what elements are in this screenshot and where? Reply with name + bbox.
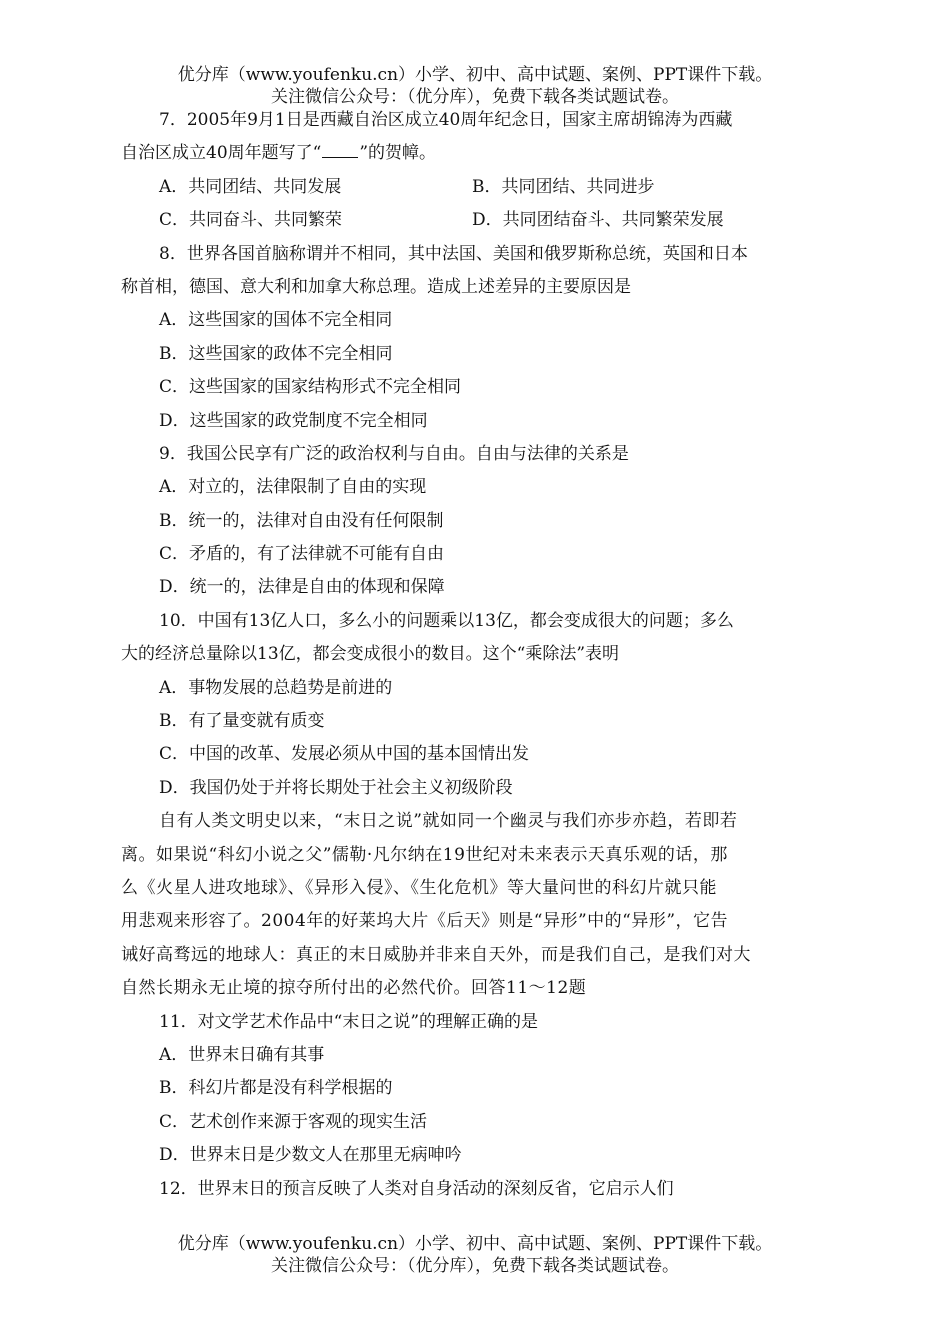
page-footer [0,1233,950,1277]
passage-line-2: 离。如果说“科幻小说之父”儒勒·凡尔纳在19世纪对未来表示天真乐观的话，那 [121,844,728,865]
q12-stem-line-1: 12．世界末日的预言反映了人类对自身活动的深刻反省，它启示人们 [159,1178,674,1199]
q9-option-a: A．对立的，法律限制了自由的实现 [159,477,427,498]
q10-option-b: B．有了量变就有质变 [159,711,325,732]
q11-stem-line-1: 11．对文学艺术作品中“末日之说”的理解正确的是 [159,1011,539,1032]
passage-line-4: 用悲观来形容了。2004年的好莱坞大片《后天》则是“异形”中的“异形”，它告 [121,911,729,932]
header-line-2: 关注微信公众号：（优分库），免费下载各类试题试卷。 [271,87,679,107]
q8-stem-line-1: 8．世界各国首脑称谓并不相同，其中法国、美国和俄罗斯称总统，英国和日本 [159,243,748,264]
q10-option-a: A．事物发展的总趋势是前进的 [159,677,393,698]
q7-stem-line-1: 7．2005年9月1日是西藏自治区成立40周年纪念日，国家主席胡锦涛为西藏 [159,110,733,130]
q10-stem-line-2: 大的经济总量除以13亿，都会变成很小的数目。这个“乘除法”表明 [121,644,620,665]
q9-option-b: B．统一的，法律对自由没有任何限制 [159,510,444,531]
footer-line-1: 优分库（www.youfenku.cn）小学、初中、高中试题、案例、PPT课件下载。 [177,1234,773,1254]
q11-option-d: D．世界末日是少数文人在那里无病呻吟 [159,1145,462,1166]
q7-options-row-2 [121,204,833,237]
q7-option-c: C．共同奋斗、共同繁荣 [159,210,343,231]
passage-line-3: 么《火星人进攻地球》、《异形入侵》、《生化危机》等大量问世的科幻片就只能 [121,877,717,898]
q8-option-a: A．这些国家的国体不完全相同 [159,310,393,331]
passage-line-5: 诫好高骛远的地球人：真正的末日威胁并非来自天外，而是我们自己，是我们对大 [121,944,751,965]
q9-option-c: C．矛盾的，有了法律就不可能有自由 [159,544,445,565]
q7-option-a: A．共同团结、共同发展 [159,176,342,197]
q11-option-b: B．科幻片都是没有科学根据的 [159,1078,393,1099]
q11-option-a: A．世界末日确有其事 [159,1044,325,1065]
q7-options-row-1 [121,171,833,204]
q8-option-d: D．这些国家的政党制度不完全相同 [159,410,428,431]
passage-line-6: 自然长期永无止境的掠夺所付出的必然代价。回答11～12题 [121,978,587,999]
q9-option-d: D．统一的，法律是自由的体现和保障 [159,577,445,598]
q11-option-c: C．艺术创作来源于客观的现实生活 [159,1111,428,1132]
q7-stem-line-2: 自治区成立40周年题写了“ ”的贺幛。 [121,143,437,164]
q7-option-d: D．共同团结奋斗、共同繁荣发展 [472,210,724,231]
page-header [0,64,950,108]
q10-option-c: C．中国的改革、发展必须从中国的基本国情出发 [159,744,530,765]
q8-stem-line-2: 称首相，德国、意大利和加拿大称总理。造成上述差异的主要原因是 [121,276,631,297]
q8-option-b: B．这些国家的政体不完全相同 [159,343,393,364]
header-line-1: 优分库（www.youfenku.cn）小学、初中、高中试题、案例、PPT课件下载。 [177,65,773,85]
answer-blank [322,143,358,158]
q7-option-b: B．共同团结、共同进步 [472,176,655,197]
q10-stem-line-1: 10．中国有13亿人口，多么小的问题乘以13亿，都会变成很大的问题；多么 [159,610,734,631]
footer-line-2: 关注微信公众号：（优分库），免费下载各类试题试卷。 [271,1256,679,1276]
q10-option-d: D．我国仍处于并将长期处于社会主义初级阶段 [159,777,513,798]
exam-content [121,104,833,1206]
passage-line-1: 自有人类文明史以来，“末日之说”就如同一个幽灵与我们亦步亦趋，若即若 [159,811,738,832]
q8-option-c: C．这些国家的国家结构形式不完全相同 [159,377,462,398]
q9-stem-line-1: 9．我国公民享有广泛的政治权利与自由。自由与法律的关系是 [159,443,629,464]
